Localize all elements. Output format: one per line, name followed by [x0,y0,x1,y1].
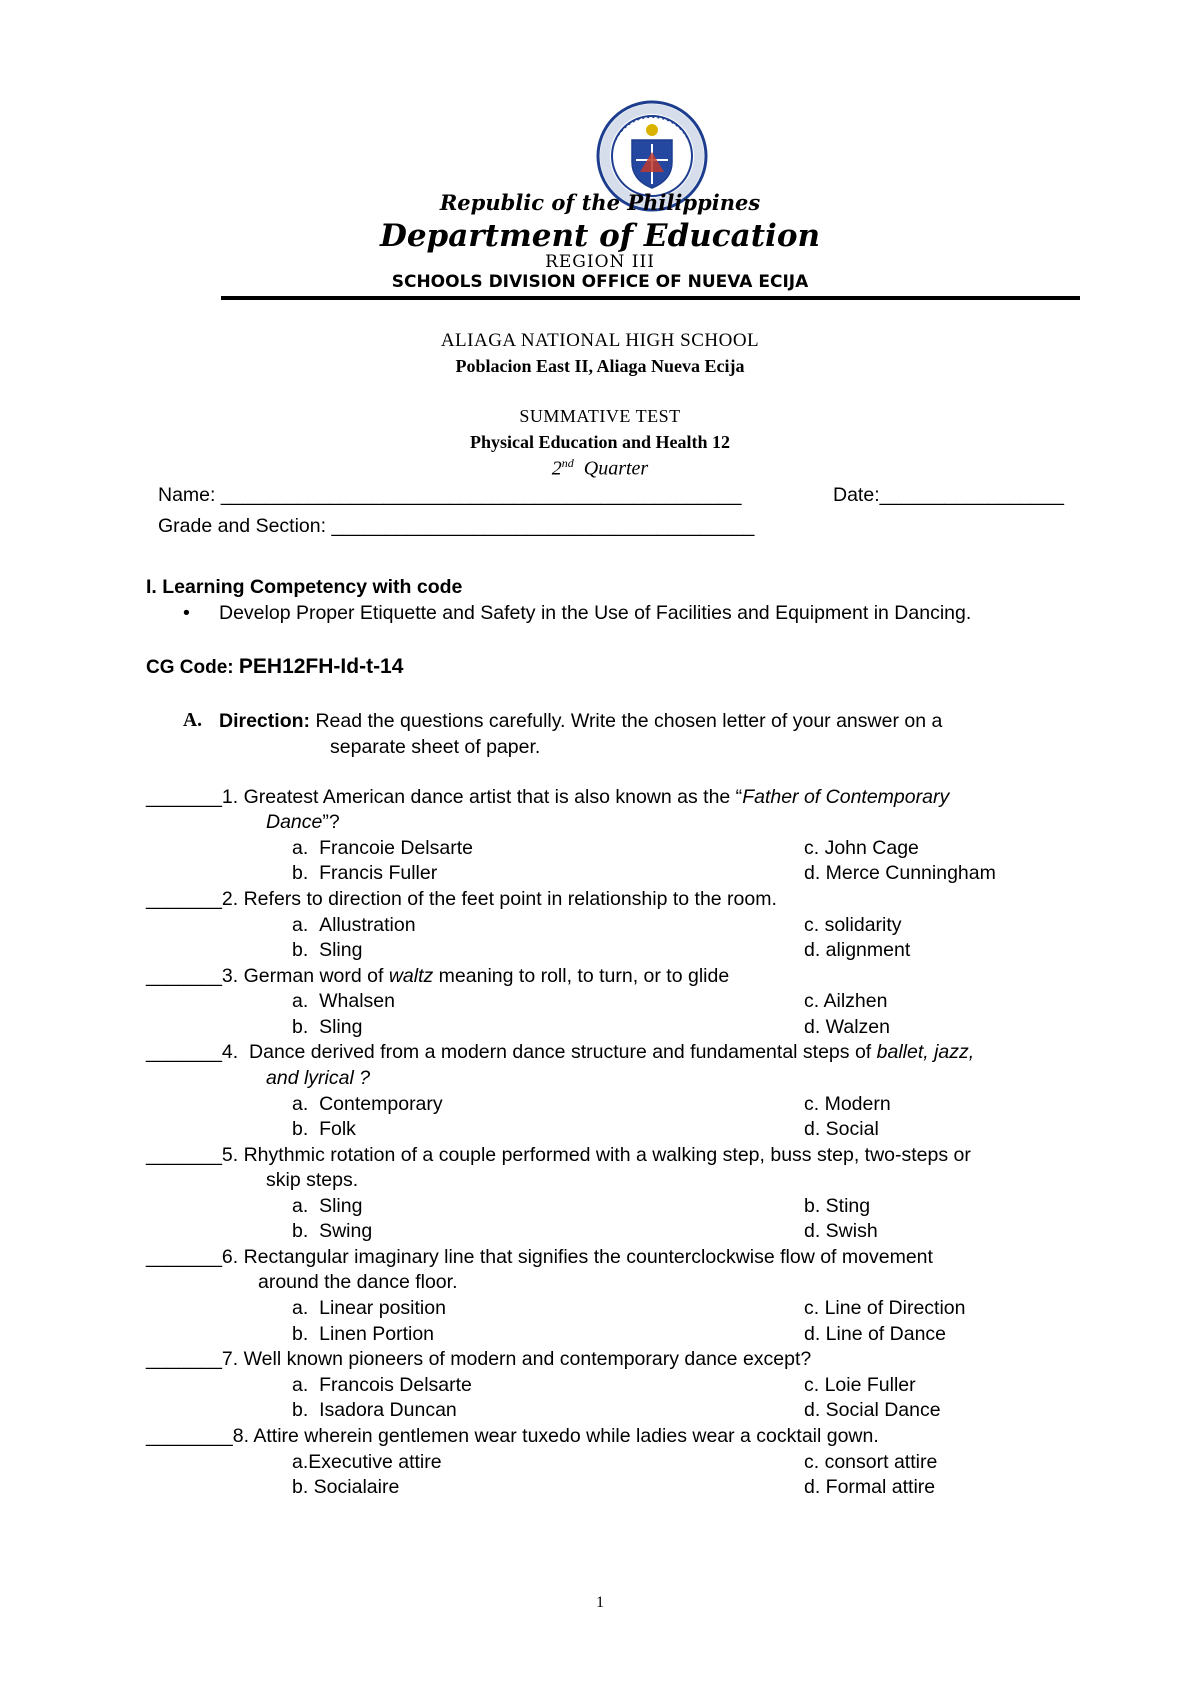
answer-blank[interactable]: ________ [146,1425,233,1447]
department-heading: Department of Education [379,218,821,254]
question-8: ________8. Attire wherein gentlemen wear tuxedo while ladies wear a cocktail gown. [146,1425,879,1447]
q1-option-c: c. John Cage [804,837,919,859]
grade-section-field[interactable] [158,515,754,538]
answer-blank[interactable]: _______ [146,965,222,987]
q8-option-b: b. Socialaire [292,1476,400,1498]
date-field[interactable] [833,484,1064,507]
q5-option-a: a. Sling [292,1195,363,1217]
q2-option-c: c. solidarity [804,914,902,936]
q6-option-c: c. Line of Direction [804,1297,966,1319]
q6-option-a: a. Linear position [292,1297,446,1319]
q6-option-d: d. Line of Dance [804,1323,947,1345]
direction-text-1: Read the questions carefully. Write the chosen letter of your answer on a [315,710,943,732]
answer-blank[interactable]: _______ [146,1041,222,1063]
question-4-line-2: and lyrical ? [266,1067,371,1089]
q2-option-a: a. Allustration [292,914,416,936]
school-address: Poblacion East II, Aliaga Nueva Ecija [455,356,745,376]
q1-option-d: d. Merce Cunningham [804,862,996,884]
test-subject: Physical Education and Health 12 [469,432,731,452]
answer-blank[interactable]: _______ [146,1348,222,1370]
q7-option-d: d. Social Dance [804,1399,941,1421]
division-heading: SCHOOLS DIVISION OFFICE OF NUEVA ECIJA [391,272,809,292]
question-1: _______1. Greatest American dance artist that is also known as the “Father of Contemporary [146,786,950,808]
q4-option-a: a. Contemporary [292,1093,443,1115]
q3-option-d: d. Walzen [804,1016,890,1038]
grade-label: Grade and Section: [158,515,327,537]
school-name: ALIAGA NATIONAL HIGH SCHOOL [440,330,760,351]
direction-line-1 [219,710,942,733]
q1-option-a: a. Francoie Delsarte [292,837,473,859]
q2-option-d: d. alignment [804,939,911,961]
region-heading: REGION III [545,252,655,272]
republic-heading: Republic of the Philippines [439,190,761,215]
answer-blank[interactable]: _______ [146,1144,222,1166]
cg-code [146,655,403,679]
question-1-line-2: Dance”? [266,811,340,833]
q8-option-a: a.Executive attire [292,1451,442,1473]
q8-option-d: d. Formal attire [804,1476,936,1498]
q1-option-b: b. Francis Fuller [292,862,438,884]
question-3: _______3. German word of waltz meaning to roll, to turn, or to glide [146,965,730,987]
q5-option-d: d. Swish [804,1220,878,1242]
q8-option-c: c. consort attire [804,1451,938,1473]
answer-blank[interactable]: _______ [146,1246,222,1268]
competency-heading: I. Learning Competency with code [146,576,463,598]
cg-label: CG Code: [146,657,234,678]
q4-option-c: c. Modern [804,1093,891,1115]
competency-bullet-icon: • [183,602,190,624]
date-blank[interactable]: _________________ [879,484,1064,506]
q7-option-c: c. Loie Fuller [804,1374,916,1396]
q4-option-b: b. Folk [292,1118,356,1140]
answer-blank[interactable]: _______ [146,786,222,808]
question-6: _______6. Rectangular imaginary line that signifies the counterclockwise flow of movement [146,1246,933,1268]
test-title: SUMMATIVE TEST [519,406,681,426]
direction-text-2: separate sheet of paper. [330,736,541,758]
question-7: _______7. Well known pioneers of modern and contemporary dance except? [146,1348,812,1370]
q4-option-d: d. Social [804,1118,879,1140]
question-5: _______5. Rhythmic rotation of a couple performed with a walking step, buss step, two-steps or [146,1144,971,1166]
q7-option-b: b. Isadora Duncan [292,1399,457,1421]
q2-option-b: b. Sling [292,939,363,961]
date-label: Date: [833,484,880,506]
q5-option-b: b. Swing [292,1220,373,1242]
question-6-line-2: around the dance floor. [258,1271,458,1293]
grade-blank[interactable]: _______________________________________ [331,515,755,537]
page-number: 1 [596,1594,604,1611]
direction-letter: A. [183,710,202,731]
q6-option-b: b. Linen Portion [292,1323,435,1345]
cg-value: PEH12FH-Id-t-14 [238,655,404,678]
question-4: _______4. Dance derived from a modern dance structure and fundamental steps of ballet, jazz, [146,1041,975,1063]
q3-option-b: b. Sling [292,1016,363,1038]
q3-option-c: c. Ailzhen [804,990,888,1012]
question-5-line-2: skip steps. [266,1169,359,1191]
name-label: Name: [158,484,216,506]
direction-label: Direction: [219,710,311,732]
answer-blank[interactable]: _______ [146,888,222,910]
test-quarter: 2nd Quarter [551,456,649,480]
q3-option-a: a. Whalsen [292,990,395,1012]
name-blank[interactable]: ________________________________________________ [220,484,742,506]
q5-option-c: b. Sting [804,1195,871,1217]
competency-text: Develop Proper Etiquette and Safety in the Use of Facilities and Equipment in Dancing. [219,602,972,624]
name-field[interactable] [158,484,741,507]
q7-option-a: a. Francois Delsarte [292,1374,472,1396]
header-divider [221,296,1080,300]
question-2: _______2. Refers to direction of the feet point in relationship to the room. [146,888,777,910]
